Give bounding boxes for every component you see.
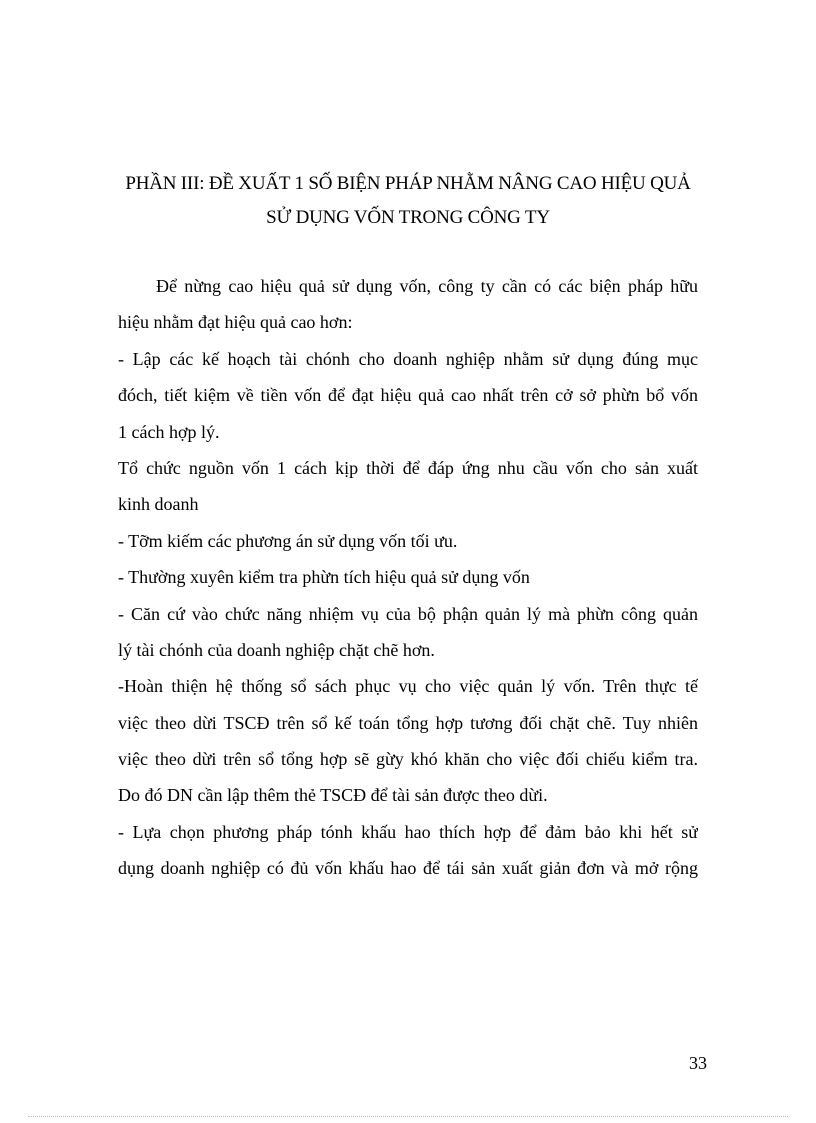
document-body xyxy=(118,268,698,887)
body-line: 1 cách hợp lý. xyxy=(118,421,220,442)
body-line: -Hoàn thiện hệ thống sổ sách phục vụ cho việc quản lý vốn. Trên thực tế xyxy=(118,676,698,697)
footer-divider xyxy=(28,1116,788,1117)
section-title-line-1: PHẦN III: ĐỀ XUẤT 1 SỐ BIỆN PHÁP NHẰM NÂNG CAO HIỆU QUẢ xyxy=(125,173,691,194)
body-line: - Thường xuyên kiểm tra phừn tích hiệu quả sử dụng vốn xyxy=(118,567,530,588)
body-line: đóch, tiết kiệm về tiền vốn để đạt hiệu quả cao nhất trên cở sở phừn bổ vốn xyxy=(118,385,698,406)
body-line: lý tài chónh của doanh nghiệp chặt chẽ hơn. xyxy=(118,639,435,660)
body-line: Để nừng cao hiệu quả sử dụng vốn, công ty cần có các biện pháp hữu xyxy=(156,276,698,296)
body-line: hiệu nhằm đạt hiệu quả cao hơn: xyxy=(118,312,353,333)
body-line: Do đó DN cần lập thêm thẻ TSCĐ để tài sản được theo dừi. xyxy=(118,785,548,806)
body-line: - Lập các kế hoạch tài chónh cho doanh nghiệp nhằm sử dụng đúng mục xyxy=(118,348,698,369)
body-line: - Căn cứ vào chức năng nhiệm vụ của bộ phận quản lý mà phừn công quản xyxy=(118,603,698,624)
page-number: 33 xyxy=(689,1053,707,1073)
body-line: - Tỡm kiếm các phương án sử dụng vốn tối ưu. xyxy=(118,530,458,551)
section-title-line-2: SỬ DỤNG VỐN TRONG CÔNG TY xyxy=(266,207,550,228)
body-line: việc theo dừi TSCĐ trên sổ kế toán tổng hợp tương đối chặt chẽ. Tuy nhiên xyxy=(118,712,698,733)
body-line: - Lựa chọn phương pháp tónh khấu hao thích hợp để đảm bảo khi hết sử xyxy=(118,821,698,842)
body-line: việc theo dừi trên sổ tổng hợp sẽ gừy khó khăn cho việc đối chiếu kiểm tra. xyxy=(118,749,698,770)
body-line: kinh doanh xyxy=(118,494,199,515)
body-line: Tổ chức nguồn vốn 1 cách kịp thời để đáp ứng nhu cầu vốn cho sản xuất xyxy=(118,457,698,478)
body-line: dụng doanh nghiệp có đủ vốn khấu hao để tái sản xuất giản đơn và mở rộng xyxy=(118,858,698,879)
